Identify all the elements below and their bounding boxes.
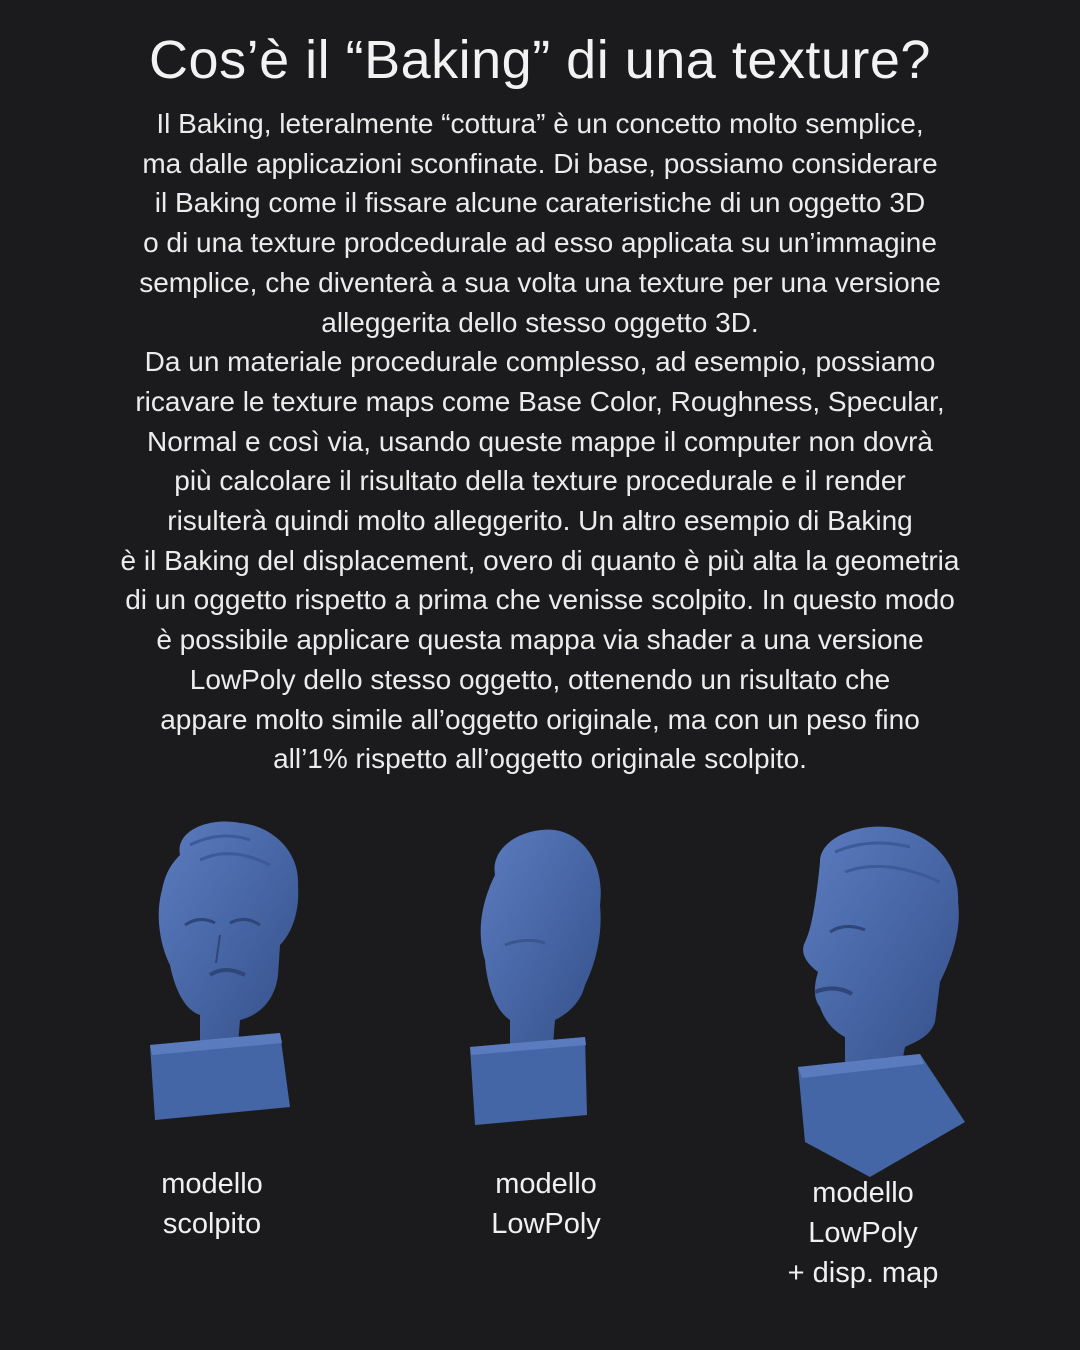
paragraph-line: risulterà quindi molto alleggerito. Un altro esempio di Baking xyxy=(167,505,913,537)
caption-line: modello xyxy=(161,1168,263,1200)
page-title: Cos’è il “Baking” di una texture? xyxy=(149,30,931,90)
paragraph-line: il Baking come il fissare alcune carateristiche di un oggetto 3D xyxy=(154,187,926,219)
paragraph-line: Da un materiale procedurale complesso, ad esempio, possiamo xyxy=(144,346,936,378)
paragraph-line: ma dalle applicazioni sconfinate. Di base, possiamo considerare xyxy=(142,147,938,179)
paragraph-line: semplice, che diventerà a sua volta una texture per una versione xyxy=(139,266,941,298)
paragraph-line: è possibile applicare questa mappa via shader a una versione xyxy=(156,624,924,656)
paragraph-line: più calcolare il risultato della texture procedurale e il render xyxy=(174,465,906,497)
caption-line: modello xyxy=(812,1177,914,1209)
caption-line: LowPoly xyxy=(808,1217,918,1249)
caption-line: scolpito xyxy=(162,1208,262,1240)
caption-lowpoly xyxy=(396,1164,696,1244)
paragraph-line: di un oggetto rispetto a prima che venisse scolpito. In questo modo xyxy=(125,584,955,616)
description-paragraph xyxy=(20,104,1060,779)
bust-lowpoly-image xyxy=(465,825,615,1135)
paragraph-line: è il Baking del displacement, overo di quanto è più alta la geometria xyxy=(120,544,960,576)
paragraph-line: alleggerita dello stesso oggetto 3D. xyxy=(321,306,759,338)
paragraph-line: appare molto simile all’oggetto originale, ma con un peso fino xyxy=(160,703,920,735)
caption-line: + disp. map xyxy=(787,1257,939,1289)
caption-lowpoly-disp-map xyxy=(713,1173,1013,1293)
bust-lowpoly-disp-map-image xyxy=(790,822,970,1177)
paragraph-line: all’1% rispetto all’oggetto originale scolpito. xyxy=(273,743,807,775)
caption-line: modello xyxy=(495,1168,597,1200)
caption-sculpted xyxy=(62,1164,362,1244)
paragraph-line: LowPoly dello stesso oggetto, ottenendo un risultato che xyxy=(189,663,891,695)
caption-line: LowPoly xyxy=(491,1208,601,1240)
paragraph-line: ricavare le texture maps come Base Color, Roughness, Specular, xyxy=(135,385,945,417)
bust-sculpted-image xyxy=(140,815,310,1135)
paragraph-line: Normal e così via, usando queste mappe il computer non dovrà xyxy=(147,425,933,457)
paragraph-line: o di una texture prodcedurale ad esso applicata su un’immagine xyxy=(143,227,937,259)
paragraph-line: Il Baking, leteralmente “cottura” è un concetto molto semplice, xyxy=(156,108,924,139)
